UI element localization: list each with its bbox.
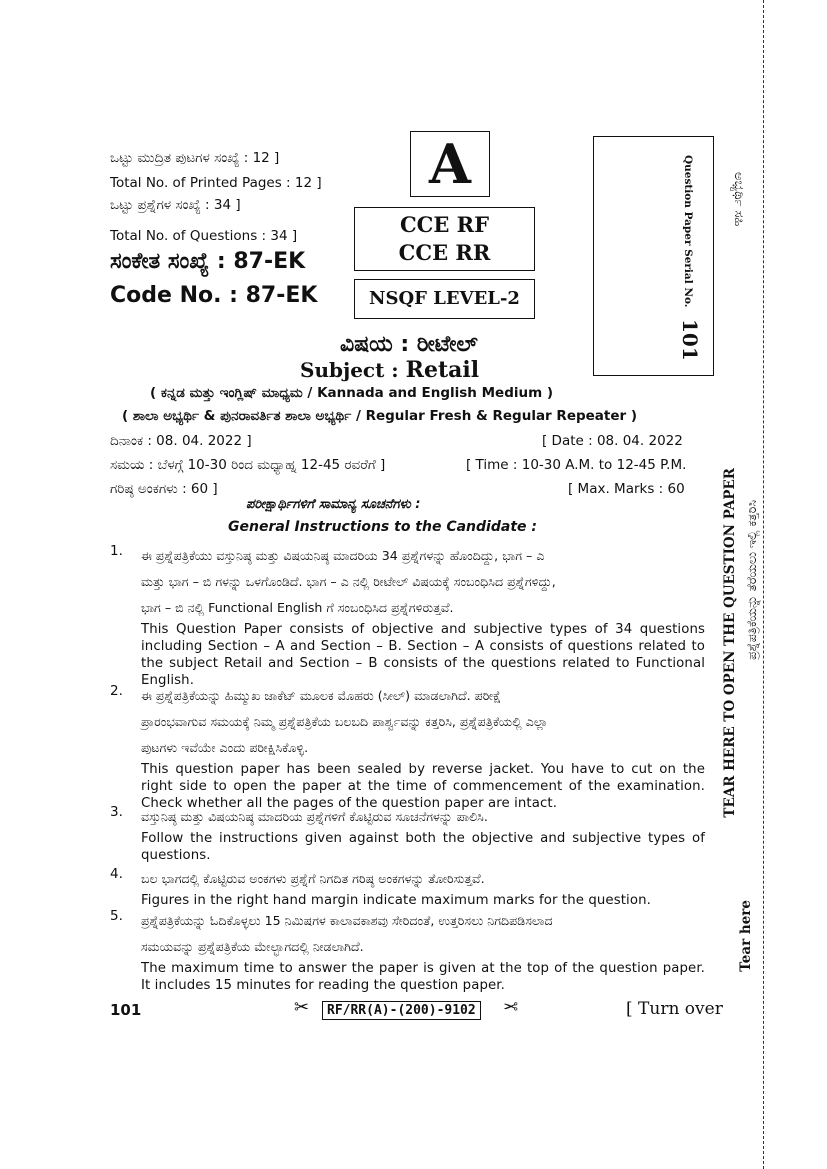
instruction-item: [110, 866, 705, 909]
item-kn-line: ಈ ಪ್ರಶ್ನೆಪತ್ರಿಕೆಯನ್ನು ಹಿಮ್ಮುಖ ಜಾಕೆಟ್ ಮೂಲಕ ಮೊಹರು (ಸೀಲ್) ಮಾಡಲಾಗಿದೆ. ಪರೀಕ್ಷೆ: [141, 688, 502, 703]
item-en-text: This Question Paper consists of objective and subjective types of 34 questions including Section – A and Section – B. Section – A consists of questions related to the subject Retail and Section – B consists of the questions related to Functional English.: [141, 622, 705, 688]
item-kn-line: ಪ್ರಶ್ನೆಪತ್ರಿಕೆಯನ್ನು ಓದಿಕೊಳ್ಳಲು 15 ನಿಮಿಷಗಳ ಕಾಲಾವಕಾಶವು ಸೇರಿದಂತೆ, ಉತ್ತರಿಸಲು ನಿಗದಿಪಡಿಸಲಾದ: [141, 913, 553, 928]
serial-label: Question Paper Serial No.: [682, 155, 694, 308]
printed-pages-en: Total No. of Printed Pages : 12 ]: [110, 175, 322, 191]
serial-number-box: [593, 136, 714, 376]
item-kn-line: ವಸ್ತುನಿಷ್ಠ ಮತ್ತು ವಿಷಯನಿಷ್ಠ ಮಾದರಿಯ ಪ್ರಶ್ನೆಗಳಿಗೆ ಕೊಟ್ಟಿರುವ ಸೂಚನೆಗಳನ್ನು ಪಾಲಿಸಿ.: [141, 809, 488, 824]
instructions-heading-en: General Instructions to the Candidate :: [228, 519, 537, 535]
item-kn-line: ಸಮಯವನ್ನು ಪ್ರಶ್ನೆಪತ್ರಿಕೆಯ ಮೇಲ್ಭಾಗದಲ್ಲಿ ನೀಡಲಾಗಿದೆ.: [141, 939, 364, 954]
code-number-kn: ಸಂಕೇತ ಸಂಖ್ಯೆ : 87-EK: [110, 249, 306, 274]
page-code: 101: [110, 1001, 142, 1019]
date-en: [ Date : 08. 04. 2022: [542, 433, 683, 449]
time-kn: ಸಮಯ : ಬೆಳಗ್ಗೆ 10-30 ರಿಂದ ಮಧ್ಯಾಹ್ನ 12-45 ರವರೆಗೆ ]: [110, 457, 386, 473]
item-number: 4.: [110, 866, 123, 882]
code-number-en: Code No. : 87-EK: [110, 283, 318, 308]
item-en-text: This question paper has been sealed by reverse jacket. You have to cut on the right side to open the paper at the time of commencement of the examination. Check whether all the pages of the question paper are intact.: [141, 762, 705, 811]
item-en-text: The maximum time to answer the paper is given at the top of the question paper. It includes 15 minutes for reading the question paper.: [141, 961, 705, 993]
item-en-text: Follow the instructions given against both the objective and subjective types of questions.: [141, 831, 705, 863]
exam-type-line2: CCE RR: [398, 240, 491, 265]
instruction-item: [110, 804, 705, 864]
max-marks-kn: ಗರಿಷ್ಠ ಅಂಕಗಳು : 60 ]: [110, 481, 218, 497]
instruction-item: [110, 543, 705, 689]
item-number: 3.: [110, 804, 123, 820]
level-box: NSQF LEVEL-2: [354, 279, 535, 319]
tear-here-label: Tear here: [738, 900, 754, 972]
candidate-signature-label: ಅಭ್ಯರ್ಥಿ ಸಹಿ: [731, 172, 746, 227]
tear-here-instruction-kn: ಪ್ರಶ್ನೆಪತ್ರಿಕೆಯನ್ನು ತೆರೆಯಲು ಇಲ್ಲಿ ಕತ್ತರಿಸಿ: [744, 500, 759, 660]
item-kn-line: ಮತ್ತು ಭಾಗ – ಬಿ ಗಳನ್ನು ಒಳಗೊಂಡಿದೆ. ಭಾಗ – ಎ ನಲ್ಲಿ ರೀಟೇಲ್ ವಿಷಯಕ್ಕೆ ಸಂಬಂಧಿಸಿದ ಪ್ರಶ್ನೆಗಳಿದ್ದು,: [141, 574, 556, 589]
medium-line: ( ಕನ್ನಡ ಮತ್ತು ಇಂಗ್ಲಿಷ್ ಮಾಧ್ಯಮ / Kannada and English Medium ): [150, 385, 554, 401]
item-kn-line: ಪ್ರಾರಂಭವಾಗುವ ಸಮಯಕ್ಕೆ ನಿಮ್ಮ ಪ್ರಶ್ನೆಪತ್ರಿಕೆಯ ಬಲಬದಿ ಪಾರ್ಶ್ವವನ್ನು ಕತ್ತರಿಸಿ, ಪ್ರಶ್ನೆಪತ್ರಿಕೆಯಲ್ಲಿ ಎಲ್ಲಾ: [141, 714, 548, 729]
subject-value: Retail: [405, 357, 480, 383]
exam-type-box: [354, 207, 535, 271]
item-number: 2.: [110, 683, 123, 699]
scissors-icon: ✂: [503, 997, 519, 1018]
item-en-text: Figures in the right hand margin indicate maximum marks for the question.: [141, 893, 651, 908]
item-kn-line: ಪುಟಗಳು ಇವೆಯೇ ಎಂದು ಪರೀಕ್ಷಿಸಿಕೊಳ್ಳಿ.: [141, 740, 309, 755]
instruction-item: [110, 683, 705, 812]
instructions-heading-kn: ಪರೀಕ್ಷಾರ್ಥಿಗಳಿಗೆ ಸಾಮಾನ್ಯ ಸೂಚನೆಗಳು :: [246, 497, 421, 512]
date-kn: ದಿನಾಂಕ : 08. 04. 2022 ]: [110, 433, 252, 449]
instruction-item: [110, 908, 705, 994]
subject-en: [300, 357, 479, 383]
item-kn-line: ಬಲ ಭಾಗದಲ್ಲಿ ಕೊಟ್ಟಿರುವ ಅಂಕಗಳು ಪ್ರಶ್ನೆಗೆ ನಿಗದಿತ ಗರಿಷ್ಠ ಅಂಕಗಳನ್ನು ತೋರಿಸುತ್ತವೆ.: [141, 871, 485, 886]
tear-line: [763, 0, 764, 1169]
item-kn-line: ಈ ಪ್ರಶ್ನೆಪತ್ರಿಕೆಯು ವಸ್ತುನಿಷ್ಠ ಮತ್ತು ವಿಷಯನಿಷ್ಠ ಮಾದರಿಯ 34 ಪ್ರಶ್ನೆಗಳನ್ನು ಹೊಂದಿದ್ದು, ಭಾಗ – ಎ: [141, 548, 545, 563]
printed-pages-kn: ಒಟ್ಟು ಮುದ್ರಿತ ಪುಟಗಳ ಸಂಖ್ಯೆ : 12 ]: [110, 150, 280, 166]
subject-label: Subject :: [300, 358, 399, 382]
exam-type-line1: CCE RF: [399, 212, 490, 237]
turn-over: [ Turn over: [626, 999, 723, 1019]
max-marks-en: [ Max. Marks : 60: [568, 481, 685, 497]
item-number: 5.: [110, 908, 123, 924]
serial-number: 101: [678, 319, 702, 361]
tear-here-instruction-en: TEAR HERE TO OPEN THE QUESTION PAPER: [722, 468, 738, 818]
questions-count-en: Total No. of Questions : 34 ]: [110, 228, 298, 244]
subject-kn: ವಿಷಯ : ರೀಟೇಲ್: [340, 332, 478, 357]
time-en: [ Time : 10-30 A.M. to 12-45 P.M.: [466, 457, 687, 473]
questions-count-kn: ಒಟ್ಟು ಪ್ರಶ್ನೆಗಳ ಸಂಖ್ಯೆ : 34 ]: [110, 197, 241, 213]
item-number: 1.: [110, 543, 123, 559]
candidate-type-line: ( ಶಾಲಾ ಅಭ್ಯರ್ಥಿ & ಪುನರಾವರ್ತಿತ ಶಾಲಾ ಅಭ್ಯರ್ಥಿ / Regular Fresh & Regular Repeater ): [122, 408, 638, 424]
scissors-icon: ✂: [294, 997, 310, 1018]
item-kn-line: ಭಾಗ – ಬಿ ನಲ್ಲಿ Functional English ಗೆ ಸಂಬಂಧಿಸಿದ ಪ್ರಶ್ನೆಗಳಿರುತ್ತವೆ.: [141, 600, 454, 615]
print-code: RF/RR(A)-(200)-9102: [322, 1001, 481, 1020]
version-box: A: [410, 131, 490, 197]
